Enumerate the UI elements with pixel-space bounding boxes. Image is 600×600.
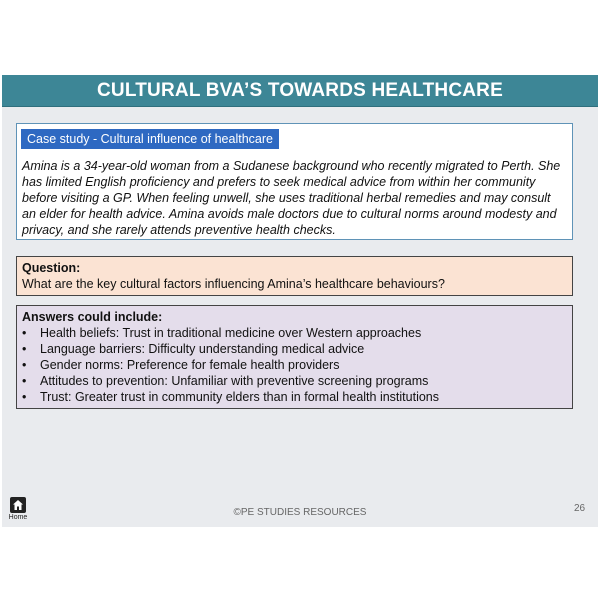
answers-list <box>22 325 567 405</box>
question-box <box>16 256 573 296</box>
question-text: What are the key cultural factors influencing Amina’s healthcare behaviours? <box>22 277 445 291</box>
answer-text: Trust: Greater trust in community elders than in formal health institutions <box>40 390 440 404</box>
bullet: • <box>22 358 27 372</box>
list-item <box>22 341 567 357</box>
list-item <box>22 389 567 405</box>
footer-copyright: ©PE STUDIES RESOURCES <box>233 507 367 518</box>
bullet: • <box>22 390 27 404</box>
title-bar <box>2 75 598 107</box>
slide <box>2 75 598 527</box>
case-study-text: Amina is a 34-year-old woman from a Sudanese background who recently migrated to Perth. She has limited English proficiency and prefers to seek medical advice from within her community before visiting a GP. When feeling unwell, she uses traditional herbal remedies and may consult an elder for health advice. Amina avoids male doctors due to cultural norms around modesty and privacy, and she rarely attends preventive health checks. <box>22 159 561 237</box>
answers-heading: Answers could include: <box>22 310 163 324</box>
page-number: 26 <box>574 503 586 514</box>
answer-text: Health beliefs: Trust in traditional medicine over Western approaches <box>40 326 422 340</box>
list-item <box>22 357 567 373</box>
question-heading: Question: <box>22 261 81 275</box>
bullet: • <box>22 374 27 388</box>
answer-text: Language barriers: Difficulty understanding medical advice <box>40 342 365 356</box>
list-item <box>22 325 567 341</box>
answer-text: Gender norms: Preference for female health providers <box>40 358 340 372</box>
home-label: Home <box>8 514 28 521</box>
case-study-label: Case study - Cultural influence of healthcare <box>21 129 279 149</box>
case-study-box <box>16 123 573 240</box>
answer-text: Attitudes to prevention: Unfamiliar with preventive screening programs <box>40 374 429 388</box>
bullet: • <box>22 342 27 356</box>
slide-title: CULTURAL BVA’S TOWARDS HEALTHCARE <box>97 79 503 101</box>
answers-box <box>16 305 573 409</box>
bullet: • <box>22 326 27 340</box>
list-item <box>22 373 567 389</box>
